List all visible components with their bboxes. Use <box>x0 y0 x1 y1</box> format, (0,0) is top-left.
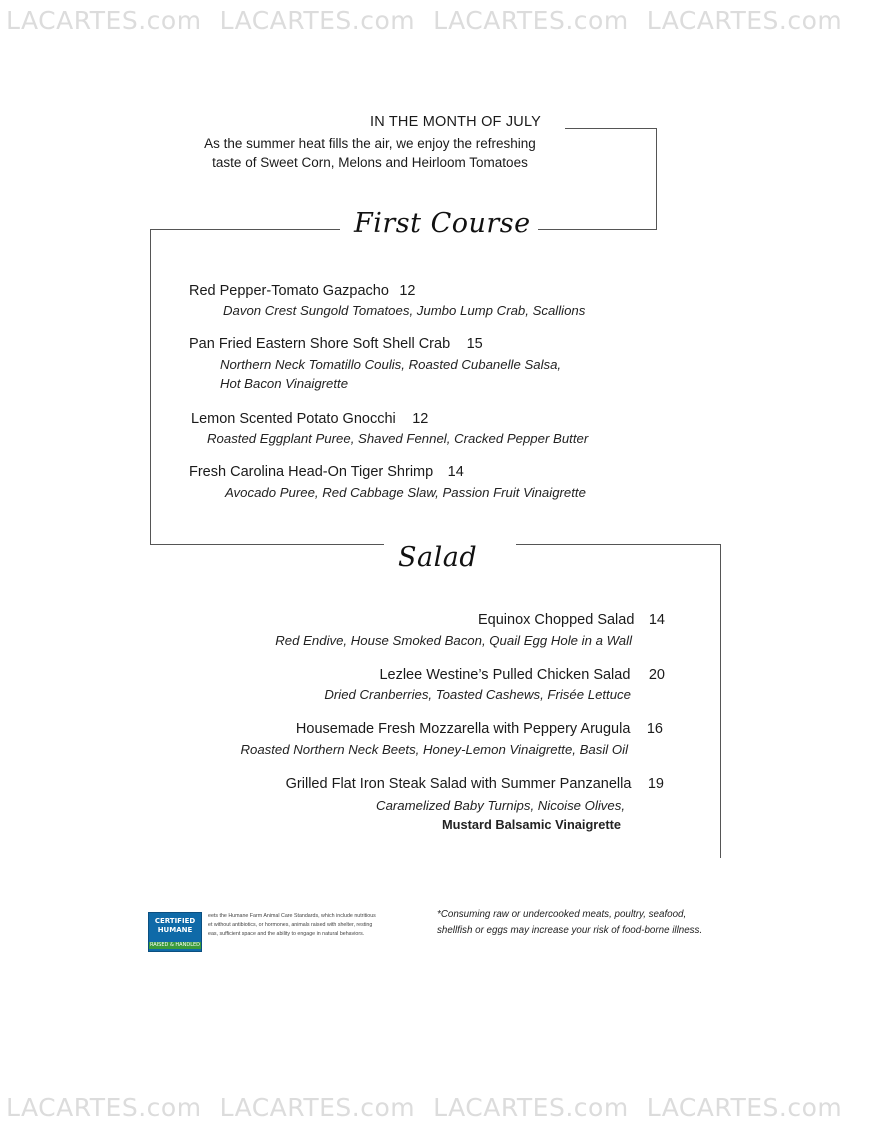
item-price: 20 <box>648 667 665 683</box>
item-description: Mustard Balsamic Vinaigrette <box>442 817 621 832</box>
divider-line <box>150 544 384 545</box>
watermark-text: LACARTES.com <box>433 1093 629 1122</box>
watermark-bottom <box>6 1093 870 1122</box>
item-price: 14 <box>648 612 665 628</box>
fine-print-line: et without antibiotics, or hormones, animals raised with shelter, resting <box>208 922 373 928</box>
item-name: Housemade Fresh Mozzarella with Peppery Arugula <box>295 721 631 737</box>
item-price: 15 <box>466 336 483 352</box>
item-name: Grilled Flat Iron Steak Salad with Summer Panzanella <box>285 776 632 792</box>
badge-line: RAISED & HANDLED <box>150 942 200 948</box>
item-description: Red Endive, House Smoked Bacon, Quail Egg Hole in a Wall <box>275 633 632 648</box>
divider-line <box>656 128 657 230</box>
watermark-text: LACARTES.com <box>219 6 416 35</box>
humane-fine-print <box>208 912 376 939</box>
item-price: 12 <box>412 411 429 427</box>
item-price: 12 <box>399 283 416 299</box>
item-name: Lezlee Westine’s Pulled Chicken Salad <box>379 667 631 683</box>
divider-line <box>565 128 657 129</box>
menu-item <box>191 410 428 428</box>
watermark-text: LACARTES.com <box>433 6 629 35</box>
divider-line <box>720 544 721 858</box>
first-course-heading: First Course <box>354 208 531 239</box>
menu-item <box>189 335 483 353</box>
watermark-text: LACARTES.com <box>6 1093 202 1122</box>
item-description: Roasted Eggplant Puree, Shaved Fennel, Cracked Pepper Butter <box>207 431 589 446</box>
divider-line <box>538 229 657 230</box>
divider-line <box>150 229 340 230</box>
item-description: Dried Cranberries, Toasted Cashews, Frisée Lettuce <box>324 687 631 702</box>
badge-line: CERTIFIED <box>154 917 196 925</box>
intro-title: IN THE MONTH OF JULY <box>370 114 542 130</box>
intro-text <box>180 134 560 172</box>
item-name: Lemon Scented Potato Gnocchi <box>191 411 396 427</box>
intro-line: As the summer heat fills the air, we enjoy the refreshing <box>204 136 536 151</box>
item-description: Caramelized Baby Turnips, Nicoise Olives, <box>376 798 625 813</box>
disclaimer-line: shellfish or eggs may increase your risk of food-borne illness. <box>437 925 703 936</box>
menu-item <box>286 775 664 793</box>
menu-item <box>189 463 464 481</box>
divider-line <box>516 544 721 545</box>
fine-print-line: eets the Humane Farm Animal Care Standards, which include nutritious <box>208 913 376 919</box>
menu-item <box>296 720 663 738</box>
item-name: Fresh Carolina Head-On Tiger Shrimp <box>189 464 434 480</box>
intro-line: taste of Sweet Corn, Melons and Heirloom Tomatoes <box>212 155 528 170</box>
menu-item <box>478 611 665 629</box>
watermark-text: LACARTES.com <box>646 6 843 35</box>
item-description: Northern Neck Tomatillo Coulis, Roasted Cubanelle Salsa, <box>220 357 562 372</box>
disclaimer-line: *Consuming raw or undercooked meats, poultry, seafood, <box>437 909 687 920</box>
item-description: Hot Bacon Vinaigrette <box>220 376 349 391</box>
watermark-text: LACARTES.com <box>219 1093 416 1122</box>
item-price: 14 <box>447 464 464 480</box>
item-name: Equinox Chopped Salad <box>478 612 635 628</box>
fine-print-line: eas, sufficient space and the ability to engage in natural behaviors. <box>208 931 365 937</box>
item-description: Roasted Northern Neck Beets, Honey-Lemon Vinaigrette, Basil Oil <box>240 742 628 757</box>
item-description: Davon Crest Sungold Tomatoes, Jumbo Lump Crab, Scallions <box>223 303 586 318</box>
item-name: Red Pepper-Tomato Gazpacho <box>189 283 389 299</box>
watermark-text: LACARTES.com <box>6 6 202 35</box>
watermark-top <box>6 6 870 35</box>
divider-line <box>150 229 151 545</box>
item-price: 19 <box>647 776 664 792</box>
menu-item <box>189 282 416 300</box>
watermark-text: LACARTES.com <box>646 1093 843 1122</box>
badge-line: HUMANE <box>157 926 193 934</box>
menu-item <box>379 666 665 684</box>
salad-heading: Salad <box>398 542 478 573</box>
certified-humane-logo <box>148 912 202 952</box>
food-safety-disclaimer <box>437 907 702 939</box>
item-description: Avocado Puree, Red Cabbage Slaw, Passion Fruit Vinaigrette <box>225 485 586 500</box>
item-name: Pan Fried Eastern Shore Soft Shell Crab <box>189 336 451 352</box>
item-price: 16 <box>646 721 663 737</box>
